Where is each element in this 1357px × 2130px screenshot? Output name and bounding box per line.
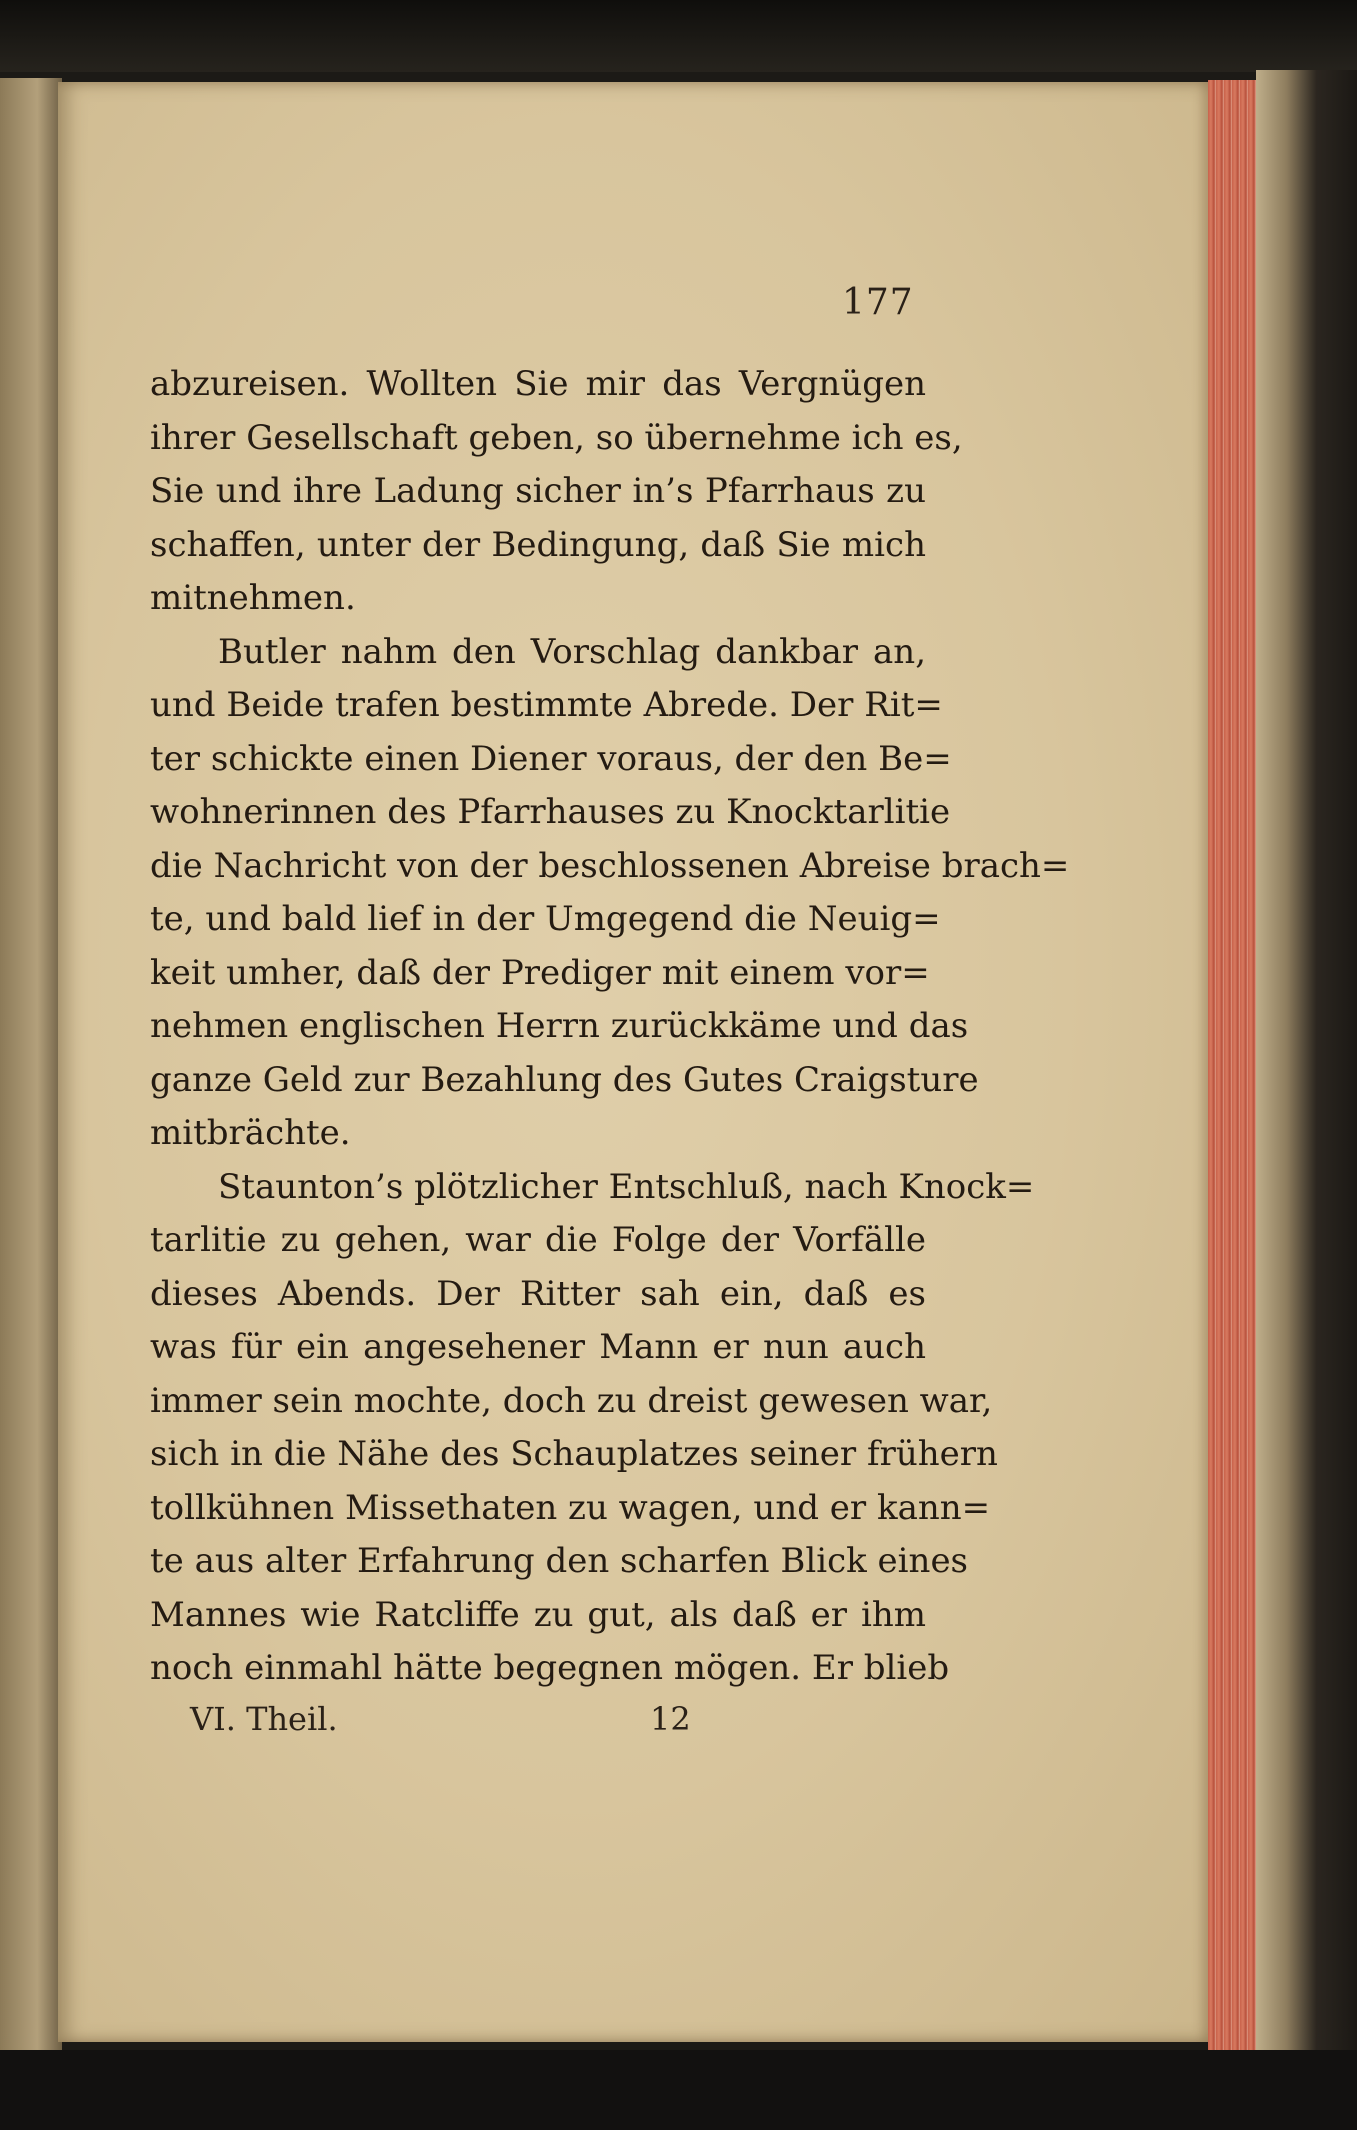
text-line: sich in die Nähe des Schauplatzes seiner frühern [150,1434,998,1474]
text-line: die Nachricht von der beschlossenen Abreise brach= [150,845,1070,886]
text-line: tarlitie zu gehen, war die Folge der Vorfälle [150,1220,926,1260]
text-line: was für ein angesehener Mann er nun auch [150,1327,926,1367]
text-line: immer sein mochte, doch zu dreist gewesen war, [150,1380,993,1421]
text-line: schaffen, unter der Bedingung, daß Sie mich [150,524,926,565]
text-line: Staunton’s plötzlicher Entschluß, nach Knock= [218,1166,1035,1207]
text-line: mitbrächte. [150,1113,351,1153]
text-line: Sie und ihre Ladung sicher in’s Pfarrhaus zu [150,471,926,511]
text-line: mitnehmen. [150,578,356,618]
scan-top-edge [0,0,1357,72]
text-line: noch einmahl hätte begegnen mögen. Er blieb [150,1648,950,1688]
book-cover-edge [1256,70,1357,2070]
page-footer [190,1700,730,1748]
body-text [150,358,1070,1696]
volume-signature: VI. Theil. [190,1700,338,1738]
text-line: wohnerinnen des Pfarrhauses zu Knocktarlitie [150,792,951,832]
scan-bottom-edge [0,2050,1357,2130]
text-line: tollkühnen Missethaten zu wagen, und er kann= [150,1487,991,1528]
text-line: te aus alter Erfahrung den scharfen Blick eines [150,1541,969,1581]
left-page-sliver [0,78,62,2058]
text-line: Butler nahm den Vorschlag dankbar an, [218,631,926,672]
page-number: 177 [842,282,914,323]
text-line: ganze Geld zur Bezahlung des Gutes Craigsture [150,1059,979,1100]
text-line: und Beide trafen bestimmte Abrede. Der Rit= [150,685,943,725]
text-line: keit umher, daß der Prediger mit einem vor= [150,952,930,993]
sheet-number: 12 [650,1700,691,1738]
text-line: te, und bald lief in der Umgegend die Neuig= [150,899,941,939]
text-line: Mannes wie Ratcliffe zu gut, als daß er ihm [150,1594,926,1635]
text-line: ihrer Gesellschaft geben, so übernehme ich es, [150,417,963,458]
text-line: abzureisen. Wollten Sie mir das Vergnügen [150,364,926,404]
text-line: nehmen englischen Herrn zurückkäme und das [150,1006,969,1046]
text-line: ter schickte einen Diener voraus, der den Be= [150,738,952,779]
text-line: dieses Abends. Der Ritter sah ein, daß es [150,1273,926,1314]
red-page-edges [1208,80,1256,2055]
